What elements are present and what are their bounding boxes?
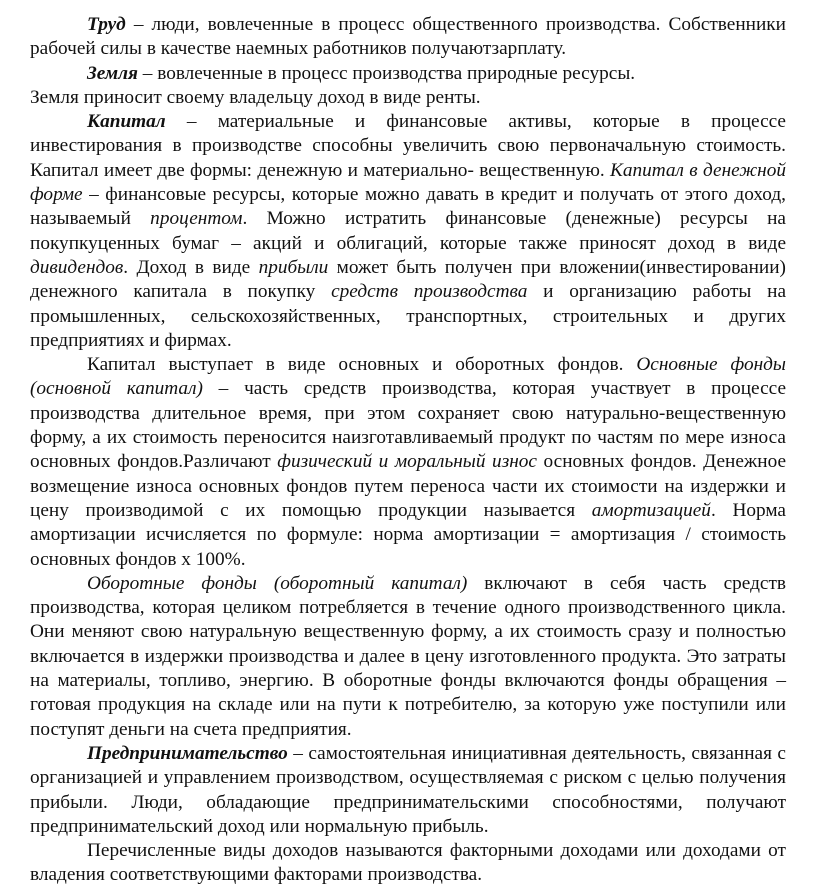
italic-term: Капитал в денежной форме	[30, 159, 786, 206]
term-heading: Предпринимательство	[87, 742, 288, 764]
text-run: . Доход в виде	[123, 256, 259, 278]
paragraph-fondy	[30, 353, 786, 572]
text-run: включают в себя часть средств производства, которая целиком потребляется в течение одного производственного цикла. Они меняют свою натуральную вещественную форму, а их стоимость сразу и полностью включается в издержки производства и далее в цену изготовленного продукта. Это затраты на материалы, топливо, энергию. В оборотные фонды включаются фонды обращения – готовая продукция на складе или на пути к потребителю, за которую уже поступили или поступят деньги на счета предприятия.	[30, 572, 786, 740]
italic-term: дивидендов	[30, 256, 124, 278]
text-run: – часть средств производства, которая участвует в процессе производства длительное время, при этом сохраняет свою натурально-вещественную форму, а их стоимость переносится наизготавливаемый продукт по частям по мере износа основных фондов.Различают	[30, 378, 787, 473]
italic-term: процентом	[150, 208, 243, 230]
italic-term: прибыли	[258, 256, 329, 278]
text-run: может быть получен при вложении(инвестировании) денежного капитала в покупку	[30, 256, 786, 303]
italic-term: Оборотные фонды (оборотный капитал)	[87, 572, 468, 594]
text-run: – вовлеченные в процесс производства природные ресурсы.	[137, 62, 636, 84]
italic-term: Основные фонды (основной капитал)	[30, 354, 786, 400]
paragraph-predprinimatelstvo	[30, 742, 786, 839]
document-body	[30, 13, 786, 888]
text-run: Капитал выступает в виде основных и оборотных фондов.	[87, 354, 637, 376]
text-run: Перечисленные виды доходов называются факторными доходами или доходами от владения соответствующими факторами производства.	[30, 840, 786, 886]
text-run: . Норма амортизации исчисляется по формуле: норма амортизации = амортизация / стоимость основных фондов х 100%.	[30, 499, 786, 570]
italic-term: физический и моральный износ	[277, 451, 537, 473]
paragraph-trud	[30, 13, 786, 62]
paragraph-zemlya-2	[30, 86, 786, 110]
text-run: – самостоятельная инициативная деятельность, связанная с организацией и управлением производством, осуществляемая с риском с целью получения прибыли. Люди, обладающие предпринимательскими способностями, получают предпринимательский доход или нормальную прибыль.	[30, 742, 786, 837]
term-heading: Земля	[87, 62, 138, 84]
paragraph-dokhody	[30, 839, 786, 888]
paragraph-zemlya-1	[30, 62, 786, 86]
text-run: и организацию работы на промышленных, сельскохозяйственных, транспортных, строительных и других предприятиях и фирмах.	[30, 281, 787, 351]
text-run: – люди, вовлеченные в процесс общественного производства. Собственники рабочей силы в качестве наемных работников получаютзарплату.	[30, 14, 786, 60]
term-heading: Капитал	[87, 111, 166, 133]
text-run: – материальные и финансовые активы, которые в процессе инвестирования в производстве способны увеличить свою первоначальную стоимость. Капитал имеет две формы: денежную и материально- вещественную.	[30, 111, 786, 181]
italic-term: амортизацией	[591, 499, 711, 521]
paragraph-kapital	[30, 110, 786, 353]
text-run: Земля приносит своему владельцу доход в виде ренты.	[30, 86, 481, 108]
text-run: – финансовые ресурсы, которые можно давать в кредит и получать от этого доход, называемый	[30, 184, 786, 230]
text-run: основных фондов. Денежное возмещение износа основных фондов путем переноса части их стоимости на издержки и цену производимой с их помощью продукции называется	[30, 451, 786, 521]
term-heading: Труд	[87, 14, 126, 35]
italic-term: средств производства	[331, 281, 528, 303]
paragraph-oborotnye	[30, 572, 786, 742]
text-run: . Можно истратить финансовые (денежные) ресурсы на покупкуценных бумаг – акций и облигаций, которые также приносят доход в виде	[30, 208, 786, 254]
